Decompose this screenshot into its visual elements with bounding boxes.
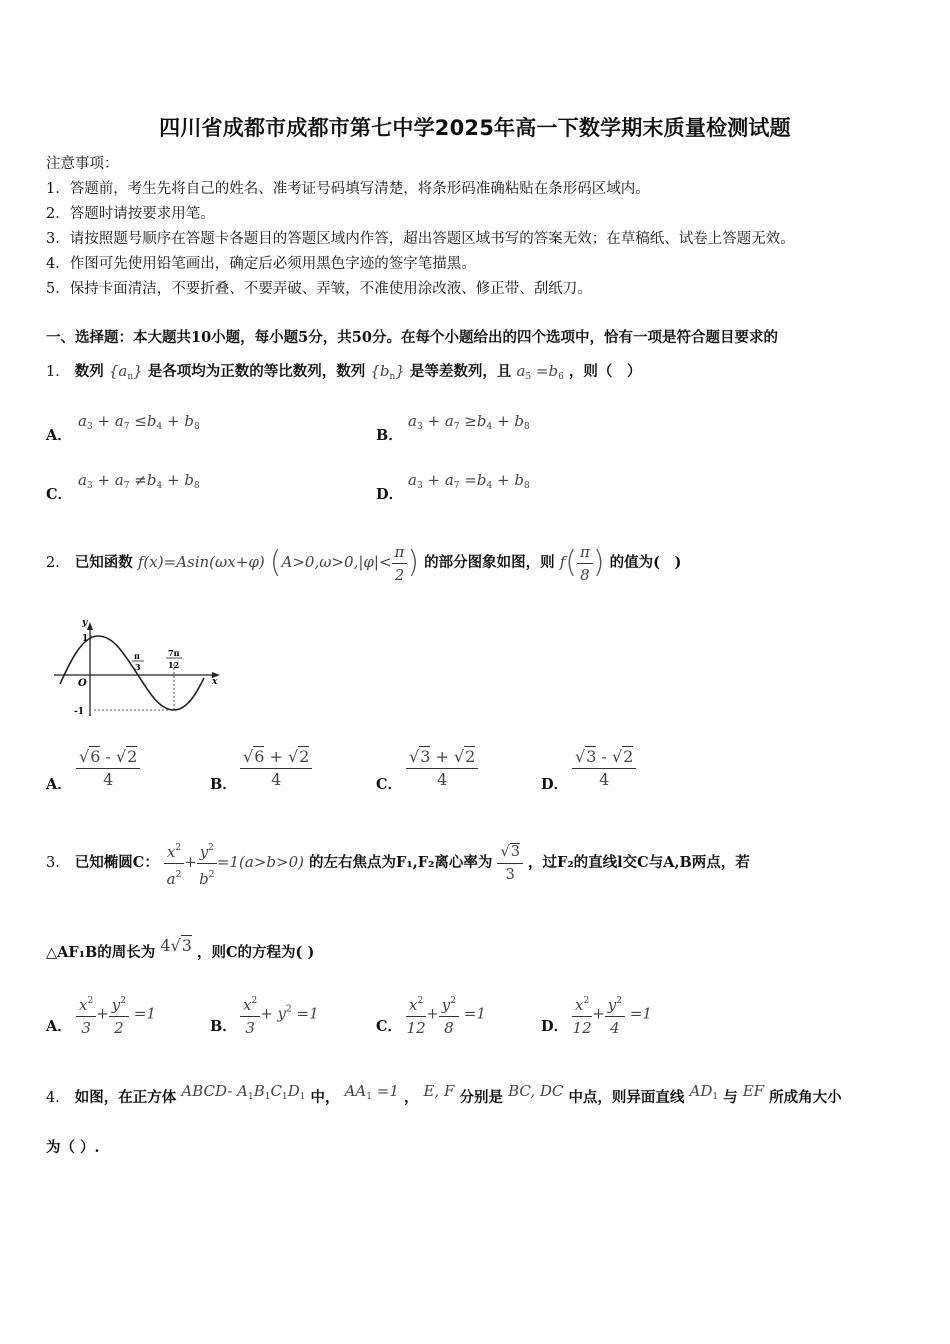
note-item: 2．答题时请按要求用笔。	[46, 206, 215, 222]
option-formula: $a_3 + a_7 \ne b_4 + b_8$	[78, 471, 200, 491]
question-text: 所成角大小	[769, 1089, 842, 1106]
question-text: 中点，则异面直线	[568, 1089, 685, 1106]
question-text: 的部分图象如图，则	[424, 554, 555, 571]
notes-block	[46, 152, 795, 302]
option-formula: $\frac{x^2}{3}$ + $\frac{y^2}{2}$ =1	[76, 990, 156, 1039]
question-text: 如图，在正方体	[74, 1089, 177, 1106]
formula-bc-dc: BC, DC	[508, 1082, 564, 1100]
question-3	[46, 834, 750, 891]
y-tick-label: 1	[82, 634, 89, 644]
question-text: 的值为( )	[609, 554, 682, 571]
formula-function: f(x)=Asin(ωx+φ)	[137, 553, 265, 571]
formula-aa1: $AA_1 =1$	[344, 1082, 399, 1102]
question-number: 3．	[46, 855, 70, 871]
question-4-cont: 为（ ）.	[46, 1139, 100, 1156]
option-formula: $a_3 + a_7 \ge b_4 + b_8$	[408, 412, 530, 432]
question-number: 4．	[46, 1090, 70, 1106]
function-graph	[52, 612, 224, 720]
question-text: 是等差数列，且	[409, 363, 512, 380]
page-title: 四川省成都市成都市第七中学2025年高一下数学期末质量检测试题	[159, 116, 791, 140]
option-formula: $a_3 + a_7 =b_4 + b_8$	[408, 471, 530, 491]
note-item: 1．答题前，考生先将自己的姓名、准考证号码填写清楚，将条形码准确粘贴在条形码区域内。	[46, 181, 650, 197]
formula-ef: E, F	[423, 1082, 455, 1100]
option-formula: $\frac{√3 - √2}{4}$	[572, 746, 636, 791]
formula-f-pi8: f	[559, 553, 566, 571]
formula-bn: $\{b_n\}$	[370, 362, 405, 382]
option-label: A．	[46, 776, 72, 793]
formula-perimeter: 4√3	[160, 936, 192, 955]
question-text: 已知椭圆C：	[74, 854, 159, 871]
question-text: ，过F₂的直线l交C与A,B两点，若	[528, 854, 750, 871]
question-1	[46, 360, 641, 382]
note-item: 5．保持卡面清洁，不要折叠、不要弄破、弄皱，不准使用涂改液、修正带、刮纸刀。	[46, 281, 592, 297]
question-number: 1．	[46, 364, 70, 380]
x-tick-label: π	[134, 651, 140, 661]
question-text: 分别是	[459, 1089, 503, 1106]
option-label: A．	[46, 1018, 72, 1035]
option-label: B．	[210, 1018, 237, 1035]
question-text: 中，	[310, 1089, 340, 1106]
question-text: 的左右焦点为F₁,F₂离心率为	[309, 854, 493, 871]
y-axis-label: y	[82, 618, 88, 628]
question-text: ，则（ ）	[568, 363, 642, 380]
formula-cube: ABCD- $A_1B_1C_1D_1$	[181, 1082, 306, 1102]
formula-ef-line: EF	[742, 1082, 765, 1100]
question-text: △AF₁B的周长为	[46, 944, 156, 961]
y-tick-label: -1	[74, 707, 84, 717]
option-formula: $\frac{x^2}{3}$ + $y^2 =1$	[240, 990, 319, 1039]
section-heading: 一、选择题：本大题共10小题，每小题5分，共50分。在每个小题给出的四个选项中，恰有一项是符合题目要求的	[46, 329, 778, 346]
option-formula: $\frac{x^2}{12}$ + $\frac{y^2}{8}$ =1	[406, 990, 486, 1039]
notes-heading: 注意事项：	[46, 156, 119, 172]
x-axis-label: x	[212, 677, 218, 687]
question-text: ，	[403, 1089, 419, 1106]
formula-eccentricity: $\frac{√3}{3}$	[497, 855, 522, 871]
question-4	[46, 1082, 842, 1107]
option-label: C．	[376, 1018, 403, 1035]
option-formula: $\frac{√3 + √2}{4}$	[406, 746, 478, 791]
question-text: ，则C的方程为( )	[197, 944, 315, 961]
formula-condition: A>0,ω>0,|φ|< $\frac{\pi}{2}$	[281, 553, 407, 571]
option-label: D．	[541, 776, 569, 793]
x-tick-label: 7π	[168, 648, 180, 658]
formula-an: $\{a_n\}$	[108, 362, 143, 382]
option-label: D．	[541, 1018, 569, 1035]
question-text: 数列	[74, 363, 104, 380]
option-formula: $\frac{√6 - √2}{4}$	[76, 746, 140, 791]
origin-label: O	[78, 678, 87, 689]
note-item: 3．请按照题号顺序在答题卡各题目的答题区域内作答，超出答题区域书写的答案无效；在草稿纸、试卷上答题无效。	[46, 231, 795, 247]
option-formula: $\frac{x^2}{12}$ + $\frac{y^2}{4}$ =1	[572, 990, 652, 1039]
option-label: B．	[376, 427, 403, 444]
option-label: C．	[376, 776, 403, 793]
option-label: D．	[376, 486, 404, 503]
formula-ellipse: $\frac{x^2}{a^2}$ + $\frac{y^2}{b^2}$ =1(a>b>0)	[164, 853, 304, 871]
x-tick-label: 3	[135, 662, 141, 672]
formula-ad1: $AD_1$	[689, 1082, 719, 1102]
question-3-cont	[46, 936, 314, 962]
x-tick-label: 12	[168, 660, 180, 670]
option-formula: $\frac{√6 + √2}{4}$	[240, 746, 312, 791]
option-label: A．	[46, 427, 72, 444]
question-number: 2．	[46, 555, 70, 571]
formula-a5-b6: $a_5 =b_6$	[516, 362, 564, 382]
question-text: 已知函数	[74, 554, 133, 571]
option-label: B．	[210, 776, 237, 793]
note-item: 4．作图可先使用铅笔画出，确定后必须用黑色字迹的签字笔描黑。	[46, 256, 476, 272]
question-text: 是各项均为正数的等比数列，数列	[147, 363, 366, 380]
option-label: C．	[46, 486, 73, 503]
question-2: 2． 已知函数 f(x)=Asin(ωx+φ) (A>0,ω>0,|φ|< $\frac{\pi}{2}$ ) 的部分图象如图，则 f( $\frac{\pi}{8}$ ) 的值为( )	[46, 542, 682, 584]
question-text: 与	[723, 1089, 738, 1106]
option-formula: $a_3 + a_7 \le b_4 + b_8$	[78, 412, 200, 432]
